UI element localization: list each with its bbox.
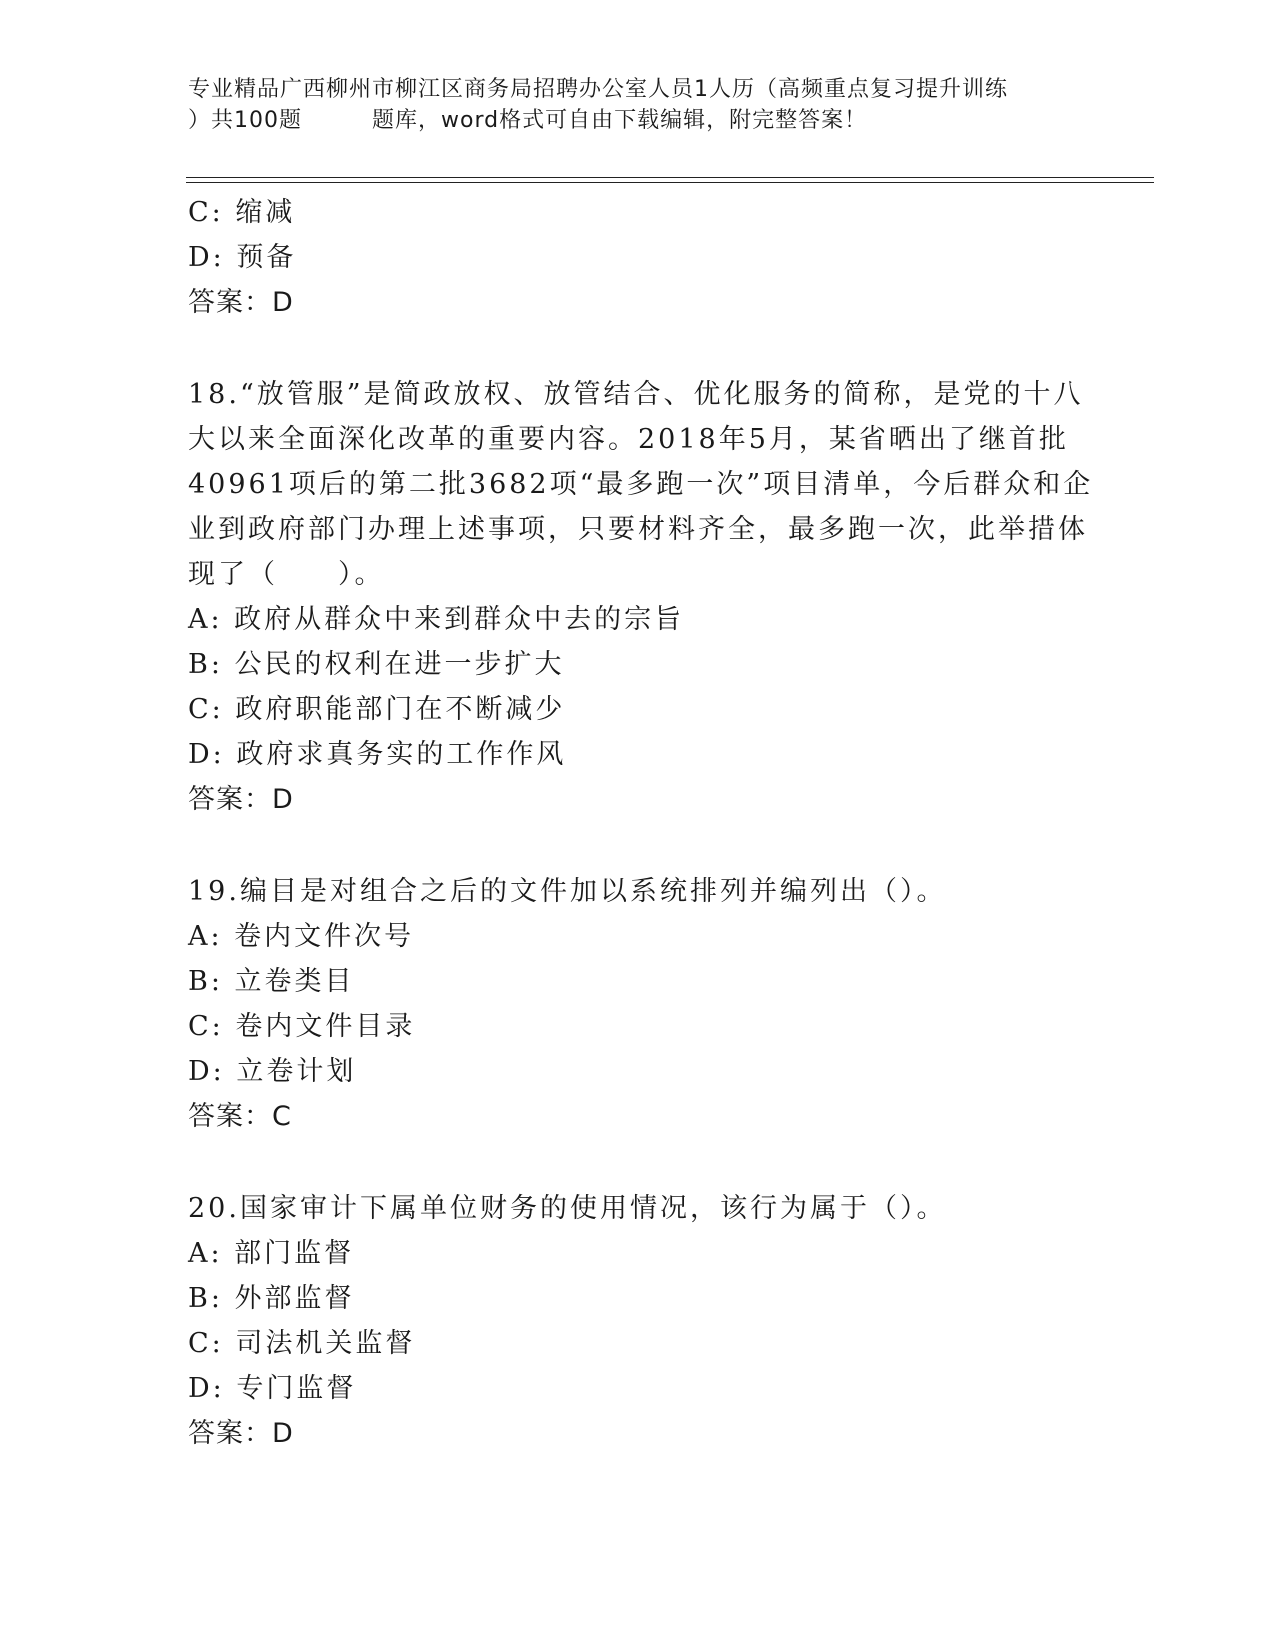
header-divider-top xyxy=(186,177,1154,178)
question-stem: 40961项后的第二批3682项“最多跑一次”项目清单，今后群众和企 xyxy=(188,469,1094,500)
answer: 答案：C xyxy=(188,1101,292,1132)
option-d: D: 政府求真务实的工作作风 xyxy=(188,739,567,770)
option-a: A: 部门监督 xyxy=(188,1238,355,1269)
option-c: C: 司法机关监督 xyxy=(188,1328,416,1359)
option-d: D: 立卷计划 xyxy=(188,1056,357,1087)
header-line-2b: 题库，word格式可自由下载编辑，附完整答案！ xyxy=(372,108,868,133)
question-stem: 20.国家审计下属单位财务的使用情况，该行为属于（）。 xyxy=(188,1193,947,1224)
option-c: C: 政府职能部门在不断减少 xyxy=(188,694,566,725)
answer: 答案：D xyxy=(188,287,294,318)
question-20 xyxy=(188,1186,1088,1456)
option-d: D: 专门监督 xyxy=(188,1373,357,1404)
question-17-fragment xyxy=(188,190,1088,325)
header-line-2a: ）共100题 xyxy=(188,108,302,133)
option-b: B: 外部监督 xyxy=(188,1283,355,1314)
option-a: A: 卷内文件次号 xyxy=(188,921,415,952)
question-list xyxy=(188,190,1094,1456)
option-b: B: 公民的权利在进一步扩大 xyxy=(188,649,565,680)
option-c: C: 卷内文件目录 xyxy=(188,1011,416,1042)
page-header xyxy=(188,74,1088,136)
option-d: D: 预备 xyxy=(188,242,297,273)
option-a: A: 政府从群众中来到群众中去的宗旨 xyxy=(188,604,685,635)
answer: 答案：D xyxy=(188,784,294,815)
answer: 答案：D xyxy=(188,1418,294,1449)
header-line-2 xyxy=(188,105,1088,136)
question-18 xyxy=(188,372,1094,822)
question-stem: 大以来全面深化改革的重要内容。2018年5月，某省晒出了继首批 xyxy=(188,424,1069,455)
header-line-1: 专业精品广西柳州市柳江区商务局招聘办公室人员1人历（高频重点复习提升训练 xyxy=(188,77,1008,102)
option-c: C: 缩减 xyxy=(188,197,296,228)
question-19 xyxy=(188,869,1088,1139)
question-stem: 19.编目是对组合之后的文件加以系统排列并编列出（）。 xyxy=(188,876,947,907)
question-stem: 18.“放管服”是简政放权、放管结合、优化服务的简称，是党的十八 xyxy=(188,379,1084,410)
question-stem: 现了（ ）。 xyxy=(188,559,385,590)
header-divider-bottom xyxy=(186,182,1154,183)
option-b: B: 立卷类目 xyxy=(188,966,355,997)
question-stem: 业到政府部门办理上述事项，只要材料齐全，最多跑一次，此举措体 xyxy=(188,514,1088,545)
